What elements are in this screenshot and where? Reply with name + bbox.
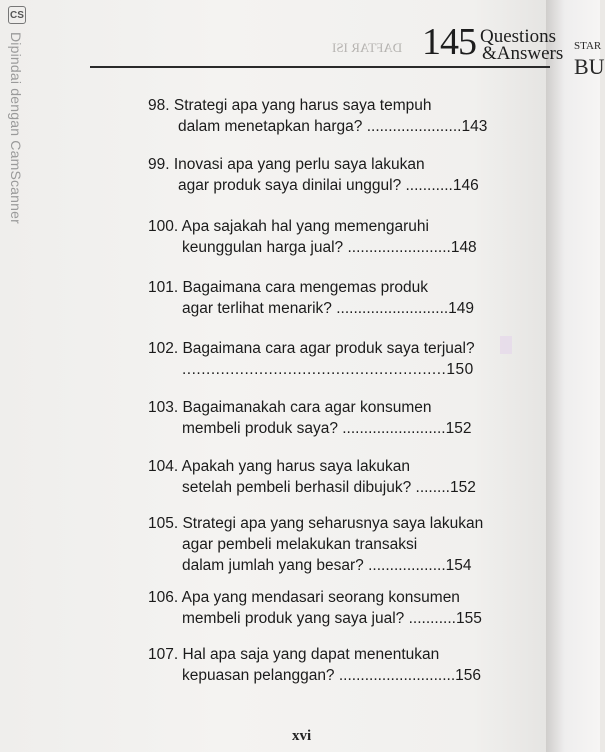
entry-question-continued: membeli produk saya? ........................152 bbox=[182, 420, 472, 437]
header-rule bbox=[90, 66, 550, 68]
toc-entry-100 bbox=[148, 216, 508, 258]
entry-question-continued: setelah pembeli berhasil dibujuk? ........152 bbox=[182, 479, 476, 496]
entry-question: 99. Inovasi apa yang perlu saya lakukan bbox=[148, 156, 425, 173]
entry-question: 102. Bagaimana cara agar produk saya terjual? bbox=[148, 340, 475, 357]
toc-entry-106 bbox=[148, 587, 508, 629]
entry-question-continued: .......................................................150 bbox=[182, 361, 474, 378]
margin-mark bbox=[500, 336, 512, 354]
next-page-header-large: BU bbox=[574, 54, 605, 79]
entry-question: 101. Bagaimana cara mengemas produk bbox=[148, 279, 429, 296]
entry-question-continued: agar pembeli melakukan transaksi bbox=[182, 536, 418, 553]
page-number: xvi bbox=[292, 728, 312, 744]
header-title bbox=[480, 28, 563, 62]
toc-entry-101 bbox=[148, 277, 508, 319]
entry-question: 104. Apakah yang harus saya lakukan bbox=[148, 458, 410, 475]
toc-entry-107 bbox=[148, 644, 508, 686]
camscanner-logo-icon: CS bbox=[8, 6, 26, 24]
entry-question-continued: dalam menetapkan harga? ......................143 bbox=[178, 118, 488, 135]
entry-question-continued: keunggulan harga jual? ........................148 bbox=[182, 239, 477, 256]
entry-question-continued: kepuasan pelanggan? ...........................156 bbox=[182, 667, 481, 684]
mirrored-header-text: DAFTAR ISI bbox=[332, 40, 403, 55]
watermark-text: Dipindai dengan CamScanner bbox=[8, 32, 24, 224]
entry-question-continued: dalam jumlah yang besar? ..................154 bbox=[182, 557, 472, 574]
header-number: 145 bbox=[422, 21, 476, 63]
entry-question: 100. Apa sajakah hal yang memengaruhi bbox=[148, 218, 429, 235]
entry-question: 103. Bagaimanakah cara agar konsumen bbox=[148, 399, 432, 416]
toc-entry-104 bbox=[148, 456, 508, 498]
toc-entry-102 bbox=[148, 338, 508, 380]
header-title-line1: Questions bbox=[480, 26, 556, 47]
entry-question-continued: agar terlihat menarik? ..........................149 bbox=[182, 300, 475, 317]
entry-question-continued: agar produk saya dinilai unggul? ...........146 bbox=[178, 177, 479, 194]
page-gutter bbox=[546, 0, 600, 752]
entry-question-continued: membeli produk yang saya jual? ...........155 bbox=[182, 610, 482, 627]
entry-question: 98. Strategi apa yang harus saya tempuh bbox=[148, 97, 432, 114]
entry-question: 106. Apa yang mendasari seorang konsumen bbox=[148, 589, 460, 606]
header-title-line2: &Answers bbox=[482, 43, 564, 64]
toc-entry-103 bbox=[148, 397, 508, 439]
toc-entry-105 bbox=[148, 513, 508, 576]
next-page-header-small: STAR bbox=[574, 40, 602, 52]
scanner-watermark bbox=[6, 6, 28, 306]
toc-entry-99 bbox=[148, 154, 508, 196]
toc-entry-98 bbox=[148, 95, 508, 137]
entry-question: 105. Strategi apa yang seharusnya saya lakukan bbox=[148, 515, 484, 532]
entry-question: 107. Hal apa saja yang dapat menentukan bbox=[148, 646, 440, 663]
